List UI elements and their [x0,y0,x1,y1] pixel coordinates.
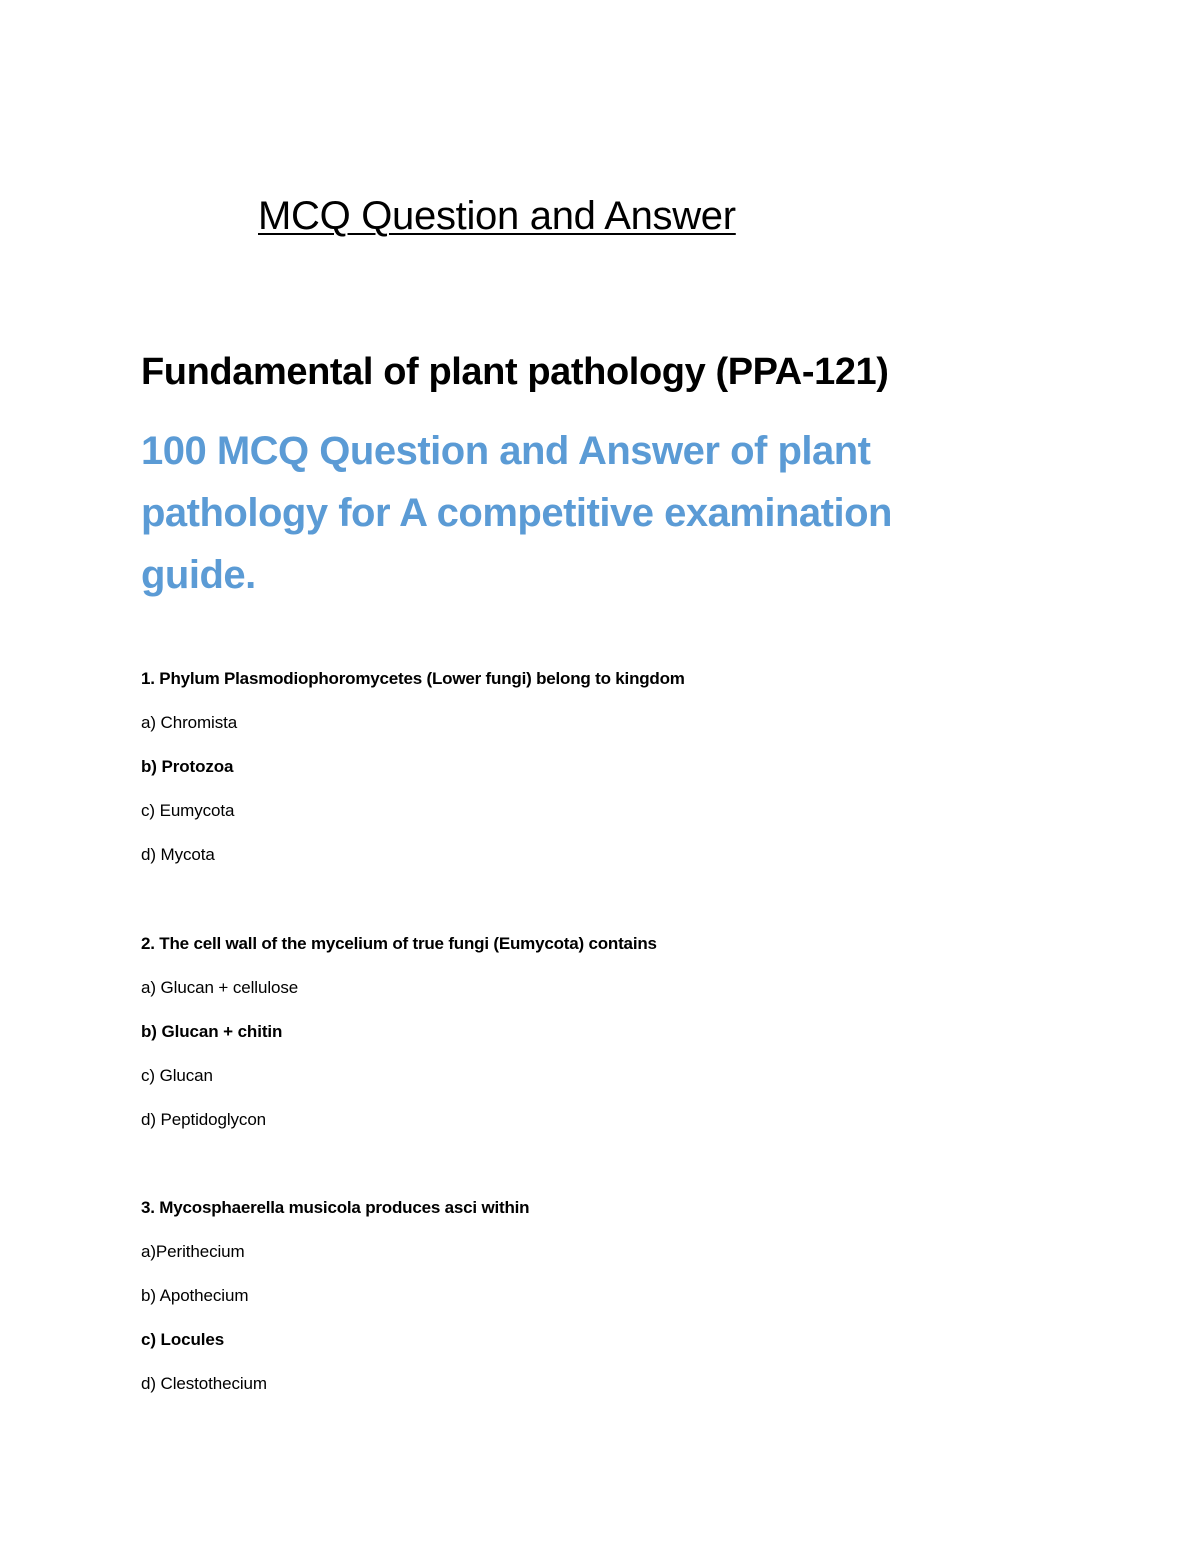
question-block [141,668,1041,866]
answer-option: a) Chromista [141,713,238,732]
answer-option: a) Glucan + cellulose [141,978,299,997]
question-stem: 2. The cell wall of the mycelium of true fungi (Eumycota) contains [141,934,657,953]
answer-option: a)Perithecium [141,1242,245,1261]
page-heading: MCQ Question and Answer [258,194,736,238]
question-stem: 3. Mycosphaerella musicola produces asci within [141,1198,530,1217]
question-block [141,933,1041,1131]
answer-option: d) Mycota [141,845,215,864]
answer-option: c) Glucan [141,1066,213,1085]
question-block [141,1197,1041,1395]
answer-option-correct: b) Protozoa [141,757,234,776]
answer-option-correct: c) Locules [141,1330,225,1349]
course-title: Fundamental of plant pathology (PPA-121) [141,351,889,393]
answer-option: c) Eumycota [141,801,235,820]
answer-option: d) Clestothecium [141,1374,267,1393]
question-stem: 1. Phylum Plasmodiophoromycetes (Lower fungi) belong to kingdom [141,669,685,688]
subtitle: 100 MCQ Question and Answer of plant pathology for A competitive examination guide. [141,429,892,597]
answer-option: d) Peptidoglycon [141,1110,267,1129]
answer-option: b) Apothecium [141,1286,249,1305]
answer-option-correct: b) Glucan + chitin [141,1022,283,1041]
